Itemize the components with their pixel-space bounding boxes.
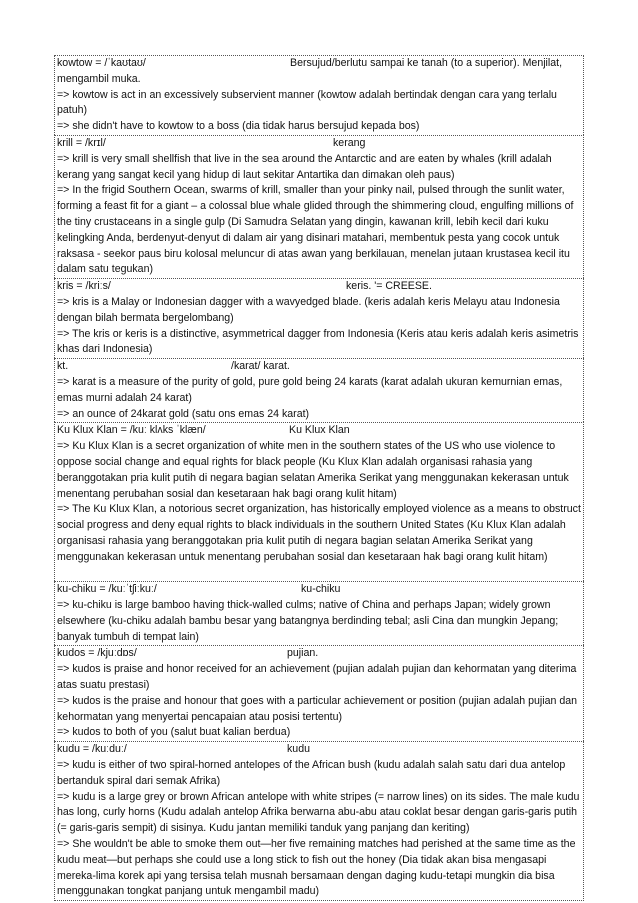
entry-headline (57, 582, 582, 598)
example-sentence: => karat is a measure of the purity of gold, pure gold being 24 karats (karat adalah ukuran kemurnian emas, emas murni adalah 24 karat) (57, 375, 563, 404)
dictionary-entry (54, 645, 584, 741)
example-sentence: => The kris or keris is a distinctive, asymmetrical dagger from Indonesia (Keris atau keris adalah keris asimetris khas dari Indonesia) (57, 327, 579, 356)
entry-meaning: ku-chiku (301, 583, 341, 596)
entry-meaning: kerang (333, 136, 366, 149)
entry-term: ku-chiku = /kuːˈtʃiːkuː/ (57, 583, 157, 596)
entry-headline (57, 279, 582, 295)
dictionary-entry (54, 135, 584, 278)
dictionary-entry (54, 358, 584, 422)
example-sentence: => krill is very small shellfish that live in the sea around the Antarctic and are eaten by whales (krill adalah kerang yang sangat kecil yang hidup di laut sekitar Antartika dan dimakan oleh paus) (57, 152, 552, 181)
entry-meaning: keris. '= CREESE. (346, 280, 432, 293)
example-sentence: => kudu is either of two spiral-horned antelopes of the African bush (kudu adalah salah satu dari dua antelop bertanduk spiral dari semak Afrika) (57, 759, 566, 787)
example-sentence: => In the frigid Southern Ocean, swarms of krill, smaller than your pinky nail, pulsed through the sunlit water, forming a feast fit for a giant – a colossal blue whale glided through the shimmering cloud, engulfing millions of the tiny crustaceans in a single gulp (Di Samudra Selatan yang dingin, kawanan krill, lebih kecil dari kuku kelingking Anda, berdenyut-denyut di dalam air yang disinari matahari, membentuk pesta yang cocok untuk raksasa - seekor paus biru kolosal meluncur di atas awan yang berkilauan, menelan jutaan krustasea kecil itu dalam satu tegukan) (57, 184, 574, 276)
example-sentence: => kudos is praise and honor received for an achievement (pujian adalah pujian dan kehormatan yang diterima atas suatu prestasi) (57, 663, 577, 692)
entry-meaning: Bersujud/berlutu sampai ke tanah (to a superior). Menjilat, mengambil muka. (57, 57, 563, 85)
blank-line (57, 566, 582, 582)
entry-term: kt. (57, 360, 69, 373)
entry-meaning: Ku Klux Klan (289, 424, 350, 437)
example-sentence: => she didn't have to kowtow to a boss (dia tidak harus bersujud kepada bos) (57, 120, 420, 133)
entry-headline (57, 423, 582, 439)
example-sentence: => ku-chiku is large bamboo having thick-walled culms; native of China and perhaps Japan; widely grown elsewhere (ku-chiku adalah bambu besar yang batangnya berdinding tebal; asli Cina dan mungkin Jepang; banyak tumbuh di tempat lain) (57, 599, 559, 643)
entry-headline (57, 359, 582, 375)
dictionary-entry (54, 278, 584, 358)
entry-headline (57, 646, 582, 662)
example-sentence: => The Ku Klux Klan, a notorious secret organization, has historically employed violence as a means to obstruct social progress and deny equal rights to black individuals in the southern United States (Ku Klux Klan adalah organisasi rahasia yang beranggotakan pria kulit putih di negara bagian selatan Amerika Serikat yang menggunakan kekerasan untuk menentang perubahan sosial dan kesetaraan hak bagi orang kulit hitam) (57, 503, 581, 563)
entry-meaning: pujian. (287, 647, 319, 660)
dictionary-entry (54, 741, 584, 901)
entry-term: krill = /krɪl/ (57, 136, 106, 149)
dictionary-entries (54, 55, 584, 901)
dictionary-entry (54, 581, 584, 645)
example-sentence: => She wouldn't be able to smoke them out—her five remaining matches had perished at the same time as the kudu meat—but perhaps she could use a long stick to fish out the honey (Dia tidak akan bisa mengasapi mereka-lima korek api yang tersisa telah musnah bersamaan dengan daging kudu-tetapi mungkin dia bisa menggunakan tongkat panjang untuk mengambil madu) (57, 838, 576, 898)
dictionary-entry (54, 422, 584, 581)
entry-term: kudu = /kuːduː/ (57, 743, 127, 756)
example-sentence: => Ku Klux Klan is a secret organization of white men in the southern states of the US who use violence to oppose social change and equal rights for black people (Ku Klux Klan adalah organisasi rahasia yang beranggotakan pria kulit putih di negara bagian selatan Amerika Serikat yang menggunakan kekerasan untuk menentang perubahan sosial dan kesetaraan hak bagi orang kulit hitam) (57, 440, 569, 500)
example-sentence: => an ounce of 24karat gold (satu ons emas 24 karat) (57, 407, 310, 420)
entry-term: kowtow = /ˈkaʊtaʊ/ (57, 57, 146, 69)
example-sentence: => kris is a Malay or Indonesian dagger with a wavyedged blade. (keris adalah keris Melayu atau Indonesia dengan bilah bermata bergelombang) (57, 295, 560, 324)
entry-headline (57, 56, 582, 88)
entry-term: Ku Klux Klan = /kuː klʌks ˈklæn/ (57, 424, 206, 437)
dictionary-entry (54, 55, 584, 135)
entry-headline (57, 136, 582, 152)
example-sentence: => kudos to both of you (salut buat kalian berdua) (57, 726, 291, 739)
example-sentence: => kudu is a large grey or brown African antelope with white stripes (= narrow lines) on its sides. The male kudu has long, curly horns (Kudu adalah antelop Afrika berwarna abu-abu atau coklat besar dengan garis-garis putih (= garis-garis sempit) di sisinya. Kudu jantan memiliki tanduk yang panjang dan keriting) (57, 790, 580, 835)
entry-term: kris = /kriːs/ (57, 280, 111, 293)
example-sentence: => kowtow is act in an excessively subservient manner (kowtow adalah bertindak dengan cara yang terlalu patuh) (57, 88, 557, 117)
entry-headline (57, 742, 582, 758)
entry-term: kudos = /kjuːdɒs/ (57, 647, 137, 660)
example-sentence: => kudos is the praise and honour that goes with a particular achievement or position (pujian adalah pujian dan kehormatan yang menyertai pencapaian atau posisi tertentu) (57, 694, 578, 723)
entry-meaning: /karat/ karat. (231, 360, 290, 373)
entry-meaning: kudu (287, 743, 310, 756)
